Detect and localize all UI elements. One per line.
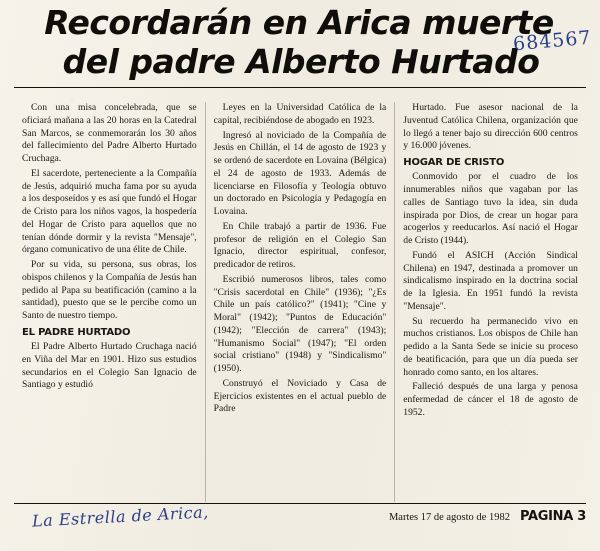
paragraph: Su recuerdo ha permanecido vivo en muchos cristianos. Los obispos de Chile han pedido a la Santa Sede se inicie su proceso de beatificación, para que un día pueda ser honrado como santo, en los altares. (403, 315, 578, 378)
paragraph: Con una misa concelebrada, que se oficiará mañana a las 20 horas en la Catedral San Marcos, se conmemorarán los 30 años del fallecimiento del Padre Alberto Hurtado Cruchaga. (22, 102, 197, 164)
article-column-1 (14, 102, 205, 502)
page-number: PAGINA 3 (519, 509, 586, 524)
headline-divider (14, 87, 586, 88)
headline-line-2: del padre Alberto Hurtado (62, 41, 540, 81)
paragraph: En Chile trabajó a partir de 1936. Fue profesor de religión en el Colegio San Ignacio, director espiritual, confesor, predicador de retiros. (213, 220, 387, 270)
publication-date: Martes 17 de agosto de 1982 (388, 512, 510, 523)
footer-divider (14, 503, 586, 504)
paragraph: Conmovido por el cuadro de los innumerables niños que vagaban por las calles de Santiago tuvo la idea, sin duda inspirada por Dios, de crear un hogar para acogerlos y reeducarlos. Así nació el Hogar de Cristo (1944). (403, 171, 578, 247)
paragraph: El sacerdote, perteneciente a la Compañía de Jesús, adquirió mucha fama por su ayuda a los desposeídos y es así que fundó el Hogar de Cristo para los niños vagos, la hospedería del Hogar de Cristo para aquellos que no tenían dónde dormir y la revista "Mensaje", órgano comunicativo de una élite de Chile. (22, 167, 197, 256)
section-subheading: EL PADRE HURTADO (22, 326, 131, 338)
article-column-2 (205, 102, 396, 502)
article-body (14, 102, 586, 502)
paragraph: Leyes en la Universidad Católica de la capital, recibiéndose de abogado en 1923. (213, 102, 387, 126)
paragraph: Ingresó al noviciado de la Compañía de Jesús en Chillán, el 14 de agosto de 1923 y se ordenó de sacerdote en Lovaina (Bélgica) el 24 de agosto de 1933. Además de licenciarse en Filosofía y Teología obtuvo un doctorado en Psicología y Pedagogía en Lovaina. (213, 129, 387, 217)
article-footer (14, 503, 586, 543)
paragraph: El Padre Alberto Hurtado Cruchaga nació en Viña del Mar en 1901. Hizo sus estudios secundarios en el Colegio San Ignacio de Santiago y estudió (22, 341, 197, 391)
section-subheading: HOGAR DE CRISTO (403, 157, 505, 168)
headline-line-1: Recordarán en Arica muerte (44, 3, 554, 42)
paragraph: Por su vida, su persona, sus obras, los obispos chilenos y la Compañía de Jesús han pedido al Papa su beatificación (camino a la santidad), puesto que se le percibe como un Santo de nuestro tiempo. (22, 259, 197, 321)
archive-number: 684567 (512, 26, 593, 56)
paragraph: Fundó el ASICH (Acción Sindical Chilena) en 1947, destinada a promover un sindicalismo inspirado en la doctrina social de la Iglesia. En 1951 fundó la revista "Mensaje". (403, 249, 578, 312)
page-title (0, 0, 600, 81)
source-annotation: La Estrella de Arica, (31, 502, 210, 531)
paragraph: Construyó el Noviciado y Casa de Ejercicios existentes en el actual pueblo de Padre (213, 377, 387, 415)
paragraph: Falleció después de una larga y penosa enfermedad de cáncer el 18 de agosto de 1952. (403, 381, 578, 418)
paragraph: Escribió numerosos libros, tales como "Crisis sacerdotal en Chile" (1936); "¿Es Chile un país católico?" (1941); "Cine y Moral" (1942); "Puntos de Educación" (1942); "Elección de carrera" (1943); "Humanismo Social" (1947); "El orden social cristiano" (1948) y "Sindicalismo" (1950). (213, 273, 387, 374)
paragraph: Hurtado. Fue asesor nacional de la Juventud Católica Chilena, organización que lo llegó a tener bajo su dirección 600 centros y 16.000 jóvenes. (403, 102, 578, 152)
article-column-3 (395, 102, 586, 502)
